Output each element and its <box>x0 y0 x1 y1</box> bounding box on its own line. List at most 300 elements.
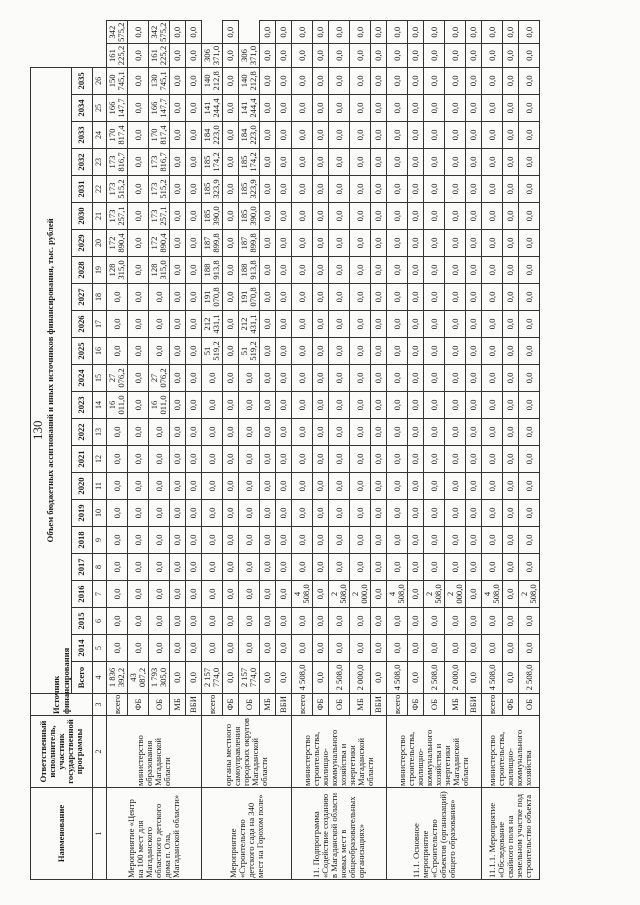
year-value: 0,0 <box>149 635 170 662</box>
year-value: 0,0 <box>149 500 170 527</box>
year-value: 0,0 <box>424 311 445 338</box>
year-value: 0,0 <box>445 311 466 338</box>
year-value: 0,0 <box>223 122 239 149</box>
year-value: 0,0 <box>466 284 482 311</box>
year-value: 0,0 <box>292 21 313 44</box>
year-value: 0,0 <box>313 176 329 203</box>
year-value: 0,0 <box>408 446 424 473</box>
year-value: 0,0 <box>149 284 170 311</box>
year-value: 0,0 <box>276 608 292 635</box>
year-value: 0,0 <box>128 203 149 230</box>
year-value: 0,0 <box>202 365 223 392</box>
column-number: 18 <box>93 284 107 311</box>
year-value: 0,0 <box>482 554 503 581</box>
year-value: 185 174,2 <box>202 149 223 176</box>
year-value: 0,0 <box>313 338 329 365</box>
year-value: 0,0 <box>313 230 329 257</box>
year-value: 0,0 <box>371 149 387 176</box>
year-value: 0,0 <box>503 149 519 176</box>
year-value: 0,0 <box>445 608 466 635</box>
year-value: 0,0 <box>329 176 350 203</box>
year-value: 0,0 <box>313 554 329 581</box>
year-value: 0,0 <box>260 311 276 338</box>
year-value: 0,0 <box>519 311 540 338</box>
header-year: 2025 <box>72 338 93 365</box>
year-value: 0,0 <box>350 95 371 122</box>
column-number: 2 <box>93 716 107 788</box>
year-value: 0,0 <box>350 635 371 662</box>
year-value: 0,0 <box>387 95 408 122</box>
year-value: 0,0 <box>170 500 186 527</box>
year-value: 0,0 <box>445 21 466 44</box>
year-value: 0,0 <box>239 608 260 635</box>
year-value: 0,0 <box>186 44 202 67</box>
year-value: 0,0 <box>202 581 223 608</box>
year-value: 0,0 <box>371 392 387 419</box>
year-value: 0,0 <box>313 500 329 527</box>
year-value: 173 257,1 <box>149 203 170 230</box>
year-value: 0,0 <box>350 284 371 311</box>
year-value: 0,0 <box>329 284 350 311</box>
year-value: 0,0 <box>445 446 466 473</box>
year-value: 0,0 <box>276 122 292 149</box>
year-value: 0,0 <box>128 21 149 44</box>
year-value: 0,0 <box>276 500 292 527</box>
funding-source: ВБИ <box>186 694 202 716</box>
year-value: 0,0 <box>445 67 466 94</box>
year-value: 0,0 <box>170 44 186 67</box>
year-value: 0,0 <box>519 338 540 365</box>
year-value: 0,0 <box>350 419 371 446</box>
year-value: 0,0 <box>350 311 371 338</box>
column-number: 23 <box>93 149 107 176</box>
year-value: 0,0 <box>482 311 503 338</box>
year-value: 0,0 <box>107 419 128 446</box>
header-year: 2016 <box>72 581 93 608</box>
year-value: 0,0 <box>149 527 170 554</box>
funding-source: ВБИ <box>466 694 482 716</box>
funding-source: МБ <box>260 694 276 716</box>
year-value: 185 174,2 <box>239 149 260 176</box>
year-value: 0,0 <box>107 554 128 581</box>
year-value: 0,0 <box>202 527 223 554</box>
responsible-executor: министерство строительства, жилищно-коммунального хозяйства и энергетики Магаданской области <box>292 716 387 788</box>
total-value: 4 508,0 <box>482 662 503 694</box>
year-value: 0,0 <box>519 473 540 500</box>
year-value: 0,0 <box>350 365 371 392</box>
year-value: 0,0 <box>519 527 540 554</box>
year-value: 0,0 <box>387 230 408 257</box>
column-number: 17 <box>93 311 107 338</box>
year-value: 0,0 <box>223 419 239 446</box>
funding-source: МБ <box>350 694 371 716</box>
year-value: 0,0 <box>239 419 260 446</box>
year-value: 0,0 <box>387 284 408 311</box>
year-value: 2 508,0 <box>519 581 540 608</box>
year-value: 0,0 <box>292 284 313 311</box>
year-value: 0,0 <box>276 284 292 311</box>
header-year: 2031 <box>72 176 93 203</box>
year-value: 2 508,0 <box>329 581 350 608</box>
year-value: 0,0 <box>503 311 519 338</box>
column-number: 14 <box>93 392 107 419</box>
year-value: 0,0 <box>186 446 202 473</box>
year-value: 0,0 <box>329 311 350 338</box>
year-value: 0,0 <box>371 21 387 44</box>
year-value: 0,0 <box>292 95 313 122</box>
year-value: 0,0 <box>107 527 128 554</box>
year-value: 0,0 <box>424 473 445 500</box>
year-value: 0,0 <box>503 176 519 203</box>
year-value: 0,0 <box>424 149 445 176</box>
year-value: 0,0 <box>128 500 149 527</box>
year-value: 0,0 <box>292 473 313 500</box>
year-value: 0,0 <box>260 446 276 473</box>
activity-name: 11.1. Основное мероприятие «Строительство объектов (организаций) общего образования» <box>387 788 482 880</box>
activity-name: 11. Подпрограмма «Содействие созданию в Магаданской области новых мест в общеобразовательных организациях» <box>292 788 387 880</box>
year-value: 0,0 <box>424 365 445 392</box>
year-value: 0,0 <box>292 257 313 284</box>
year-value: 0,0 <box>424 392 445 419</box>
year-value: 0,0 <box>482 635 503 662</box>
year-value: 0,0 <box>519 230 540 257</box>
year-value: 0,0 <box>519 122 540 149</box>
year-value: 0,0 <box>186 392 202 419</box>
year-value: 161 225,2 <box>149 45 169 66</box>
year-value: 0,0 <box>313 44 329 67</box>
year-value: 0,0 <box>482 95 503 122</box>
year-value: 0,0 <box>329 21 350 44</box>
year-value: 0,0 <box>350 44 371 67</box>
year-value: 0,0 <box>408 149 424 176</box>
year-value: 0,0 <box>408 608 424 635</box>
year-value: 0,0 <box>170 338 186 365</box>
year-value: 0,0 <box>387 21 408 44</box>
funding-source: ОБ <box>519 694 540 716</box>
year-value: 0,0 <box>186 230 202 257</box>
year-value: 0,0 <box>149 473 170 500</box>
year-value: 0,0 <box>519 203 540 230</box>
year-value: 0,0 <box>445 284 466 311</box>
total-value: 43 087,2 <box>128 662 149 694</box>
year-value: 27 076,2 <box>149 365 170 392</box>
year-value: 0,0 <box>387 392 408 419</box>
year-value: 0,0 <box>519 257 540 284</box>
year-value: 0,0 <box>408 581 424 608</box>
funding-source: ВБИ <box>276 694 292 716</box>
year-value: 173 515,2 <box>149 176 170 203</box>
header-year: 2027 <box>72 284 93 311</box>
funding-source: ВБИ <box>371 694 387 716</box>
year-value: 0,0 <box>424 635 445 662</box>
year-value: 185 323,9 <box>239 176 260 203</box>
year-value: 0,0 <box>329 554 350 581</box>
year-value: 0,0 <box>260 365 276 392</box>
year-value: 0,0 <box>128 122 149 149</box>
header-year: 2021 <box>72 446 93 473</box>
column-number: 25 <box>93 95 107 122</box>
year-value: 0,0 <box>329 500 350 527</box>
year-value: 0,0 <box>170 581 186 608</box>
year-value: 140 212,8 <box>239 67 260 94</box>
year-value: 0,0 <box>276 95 292 122</box>
year-value: 0,0 <box>424 257 445 284</box>
year-value: 0,0 <box>223 21 239 44</box>
year-value: 0,0 <box>128 554 149 581</box>
year-value: 0,0 <box>313 21 329 44</box>
year-value: 2 508,0 <box>424 581 445 608</box>
year-value: 0,0 <box>503 257 519 284</box>
column-number: 5 <box>93 635 107 662</box>
year-value: 0,0 <box>223 554 239 581</box>
year-value: 27 076,2 <box>107 365 128 392</box>
year-value: 0,0 <box>387 527 408 554</box>
responsible-executor: министерство строительства, жилищно-коммунального хозяйства <box>482 716 540 788</box>
year-value: 0,0 <box>239 554 260 581</box>
total-value: 0,0 <box>466 662 482 694</box>
header-responsible: Ответственный исполнитель, участник государственной программы <box>31 716 93 788</box>
year-value: 0,0 <box>292 419 313 446</box>
year-value: 0,0 <box>149 608 170 635</box>
year-value: 0,0 <box>186 554 202 581</box>
year-value: 0,0 <box>371 473 387 500</box>
table-row <box>292 21 313 880</box>
year-value: 0,0 <box>350 527 371 554</box>
year-value: 0,0 <box>503 635 519 662</box>
year-value: 0,0 <box>424 446 445 473</box>
year-value: 0,0 <box>519 500 540 527</box>
total-value: 0,0 <box>170 662 186 694</box>
year-value: 0,0 <box>424 338 445 365</box>
year-value: 0,0 <box>313 203 329 230</box>
year-value: 0,0 <box>424 21 445 44</box>
year-value: 0,0 <box>466 365 482 392</box>
year-value: 0,0 <box>424 554 445 581</box>
column-number: 9 <box>93 527 107 554</box>
year-value: 0,0 <box>186 608 202 635</box>
year-value: 0,0 <box>387 365 408 392</box>
year-value: 0,0 <box>186 203 202 230</box>
year-value: 0,0 <box>445 554 466 581</box>
year-value: 191 070,8 <box>239 284 260 311</box>
year-value: 0,0 <box>387 44 408 67</box>
column-number: 22 <box>93 176 107 203</box>
year-value: 0,0 <box>202 392 223 419</box>
year-value: 0,0 <box>482 284 503 311</box>
year-value: 0,0 <box>128 635 149 662</box>
year-value: 0,0 <box>107 311 128 338</box>
year-value: 185 390,0 <box>202 203 223 230</box>
year-value: 0,0 <box>313 365 329 392</box>
year-value: 0,0 <box>408 311 424 338</box>
year-value: 212 431,1 <box>202 311 223 338</box>
funding-source: всего: <box>482 694 503 716</box>
year-value: 0,0 <box>276 67 292 94</box>
year-value: 0,0 <box>107 446 128 473</box>
year-value: 0,0 <box>186 419 202 446</box>
year-value: 0,0 <box>260 419 276 446</box>
year-value: 0,0 <box>466 21 482 44</box>
total-value: 0,0 <box>408 662 424 694</box>
year-value: 0,0 <box>276 527 292 554</box>
year-value: 4 508,0 <box>387 581 408 608</box>
year-value: 0,0 <box>329 203 350 230</box>
funding-source: МБ <box>170 694 186 716</box>
year-value: 0,0 <box>466 446 482 473</box>
year-value: 0,0 <box>466 392 482 419</box>
funding-source: ОБ <box>239 694 260 716</box>
year-value: 0,0 <box>371 581 387 608</box>
year-value: 0,0 <box>239 635 260 662</box>
year-value: 0,0 <box>260 203 276 230</box>
year-value: 0,0 <box>519 67 540 94</box>
total-value: 2 508,0 <box>519 662 540 694</box>
year-value: 0,0 <box>466 44 482 67</box>
year-value: 0,0 <box>482 21 503 44</box>
year-value: 0,0 <box>186 257 202 284</box>
year-value: 0,0 <box>186 500 202 527</box>
year-value: 0,0 <box>170 21 186 44</box>
year-value: 0,0 <box>128 338 149 365</box>
year-value: 0,0 <box>223 257 239 284</box>
year-value: 0,0 <box>424 95 445 122</box>
year-value: 0,0 <box>223 527 239 554</box>
year-value: 0,0 <box>313 581 329 608</box>
total-value: 0,0 <box>371 662 387 694</box>
column-number: 6 <box>93 608 107 635</box>
year-value: 0,0 <box>387 67 408 94</box>
header-year: 2028 <box>72 257 93 284</box>
total-value: 2 508,0 <box>424 662 445 694</box>
rotated-table-container <box>30 20 620 880</box>
year-value: 0,0 <box>371 500 387 527</box>
year-value: 0,0 <box>424 176 445 203</box>
year-value: 0,0 <box>186 176 202 203</box>
funding-source: ОБ <box>329 694 350 716</box>
year-value: 0,0 <box>260 284 276 311</box>
year-value: 0,0 <box>239 527 260 554</box>
year-value: 0,0 <box>170 419 186 446</box>
year-value: 0,0 <box>466 67 482 94</box>
year-value: 0,0 <box>107 473 128 500</box>
year-value: 0,0 <box>223 392 239 419</box>
year-value: 0,0 <box>519 21 540 44</box>
year-value: 0,0 <box>329 230 350 257</box>
year-value: 0,0 <box>128 176 149 203</box>
year-value: 0,0 <box>466 635 482 662</box>
year-value: 342 575,2 <box>107 21 128 44</box>
year-value: 172 890,4 <box>149 230 170 257</box>
year-value: 0,0 <box>503 67 519 94</box>
year-value: 0,0 <box>408 176 424 203</box>
year-value: 0,0 <box>313 446 329 473</box>
year-value: 0,0 <box>503 230 519 257</box>
year-value: 0,0 <box>466 257 482 284</box>
year-value: 0,0 <box>387 203 408 230</box>
year-value: 0,0 <box>170 67 186 94</box>
year-value: 0,0 <box>128 311 149 338</box>
year-value: 184 223,0 <box>239 122 260 149</box>
year-value: 0,0 <box>387 419 408 446</box>
header-year: 2019 <box>72 500 93 527</box>
year-value: 0,0 <box>445 230 466 257</box>
year-value: 0,0 <box>408 67 424 94</box>
activity-name: 11.1.1. Мероприятие «Обследование свайного поля на земельном участке под строительство объекта <box>482 788 540 880</box>
year-value: 0,0 <box>371 446 387 473</box>
year-value: 173 816,7 <box>149 149 170 176</box>
year-value: 0,0 <box>466 473 482 500</box>
column-number: 16 <box>93 338 107 365</box>
year-value: 0,0 <box>260 149 276 176</box>
year-value: 0,0 <box>170 473 186 500</box>
year-value: 0,0 <box>408 500 424 527</box>
year-value: 0,0 <box>276 21 292 44</box>
column-number: 4 <box>93 662 107 694</box>
year-value: 0,0 <box>186 95 202 122</box>
year-value: 0,0 <box>350 257 371 284</box>
header-financing-group: Объем бюджетных ассигнований и иных источников финансирования, тыс. рублей <box>31 67 72 693</box>
year-value: 0,0 <box>424 500 445 527</box>
year-value: 0,0 <box>260 67 276 94</box>
year-value: 0,0 <box>128 149 149 176</box>
year-value: 0,0 <box>371 608 387 635</box>
year-value: 0,0 <box>350 338 371 365</box>
year-value: 0,0 <box>424 419 445 446</box>
year-value: 0,0 <box>408 338 424 365</box>
year-value: 0,0 <box>466 554 482 581</box>
year-value: 0,0 <box>408 284 424 311</box>
column-number: 11 <box>93 473 107 500</box>
header-year: 2014 <box>72 635 93 662</box>
year-value: 0,0 <box>260 21 276 44</box>
header-name: Наименование <box>31 788 93 880</box>
year-value: 0,0 <box>503 419 519 446</box>
year-value: 0,0 <box>239 473 260 500</box>
year-value: 0,0 <box>387 608 408 635</box>
header-source: Источник финансирования <box>31 694 93 716</box>
year-value: 0,0 <box>313 284 329 311</box>
year-value: 0,0 <box>170 149 186 176</box>
year-value: 0,0 <box>503 338 519 365</box>
year-value: 0,0 <box>466 122 482 149</box>
year-value: 0,0 <box>170 608 186 635</box>
responsible-executor: министерство образования Магаданской области <box>107 716 202 788</box>
year-value: 0,0 <box>292 338 313 365</box>
year-value: 0,0 <box>292 44 313 67</box>
year-value: 0,0 <box>260 44 276 67</box>
year-value: 0,0 <box>408 554 424 581</box>
year-value: 0,0 <box>223 149 239 176</box>
year-value: 141 244,4 <box>202 95 223 122</box>
year-value: 0,0 <box>466 500 482 527</box>
year-value: 4 508,0 <box>482 581 503 608</box>
year-value: 0,0 <box>260 500 276 527</box>
year-value: 0,0 <box>186 473 202 500</box>
total-value: 4 508,0 <box>387 662 408 694</box>
total-value: 0,0 <box>223 662 239 694</box>
year-value: 184 223,0 <box>202 122 223 149</box>
year-value: 0,0 <box>387 338 408 365</box>
year-value: 0,0 <box>408 44 424 67</box>
year-value: 0,0 <box>371 419 387 446</box>
year-value: 0,0 <box>482 419 503 446</box>
year-value: 0,0 <box>424 284 445 311</box>
year-value: 0,0 <box>503 527 519 554</box>
year-value: 0,0 <box>445 392 466 419</box>
column-number: 13 <box>93 419 107 446</box>
year-value: 0,0 <box>202 554 223 581</box>
column-number: 26 <box>93 67 107 94</box>
